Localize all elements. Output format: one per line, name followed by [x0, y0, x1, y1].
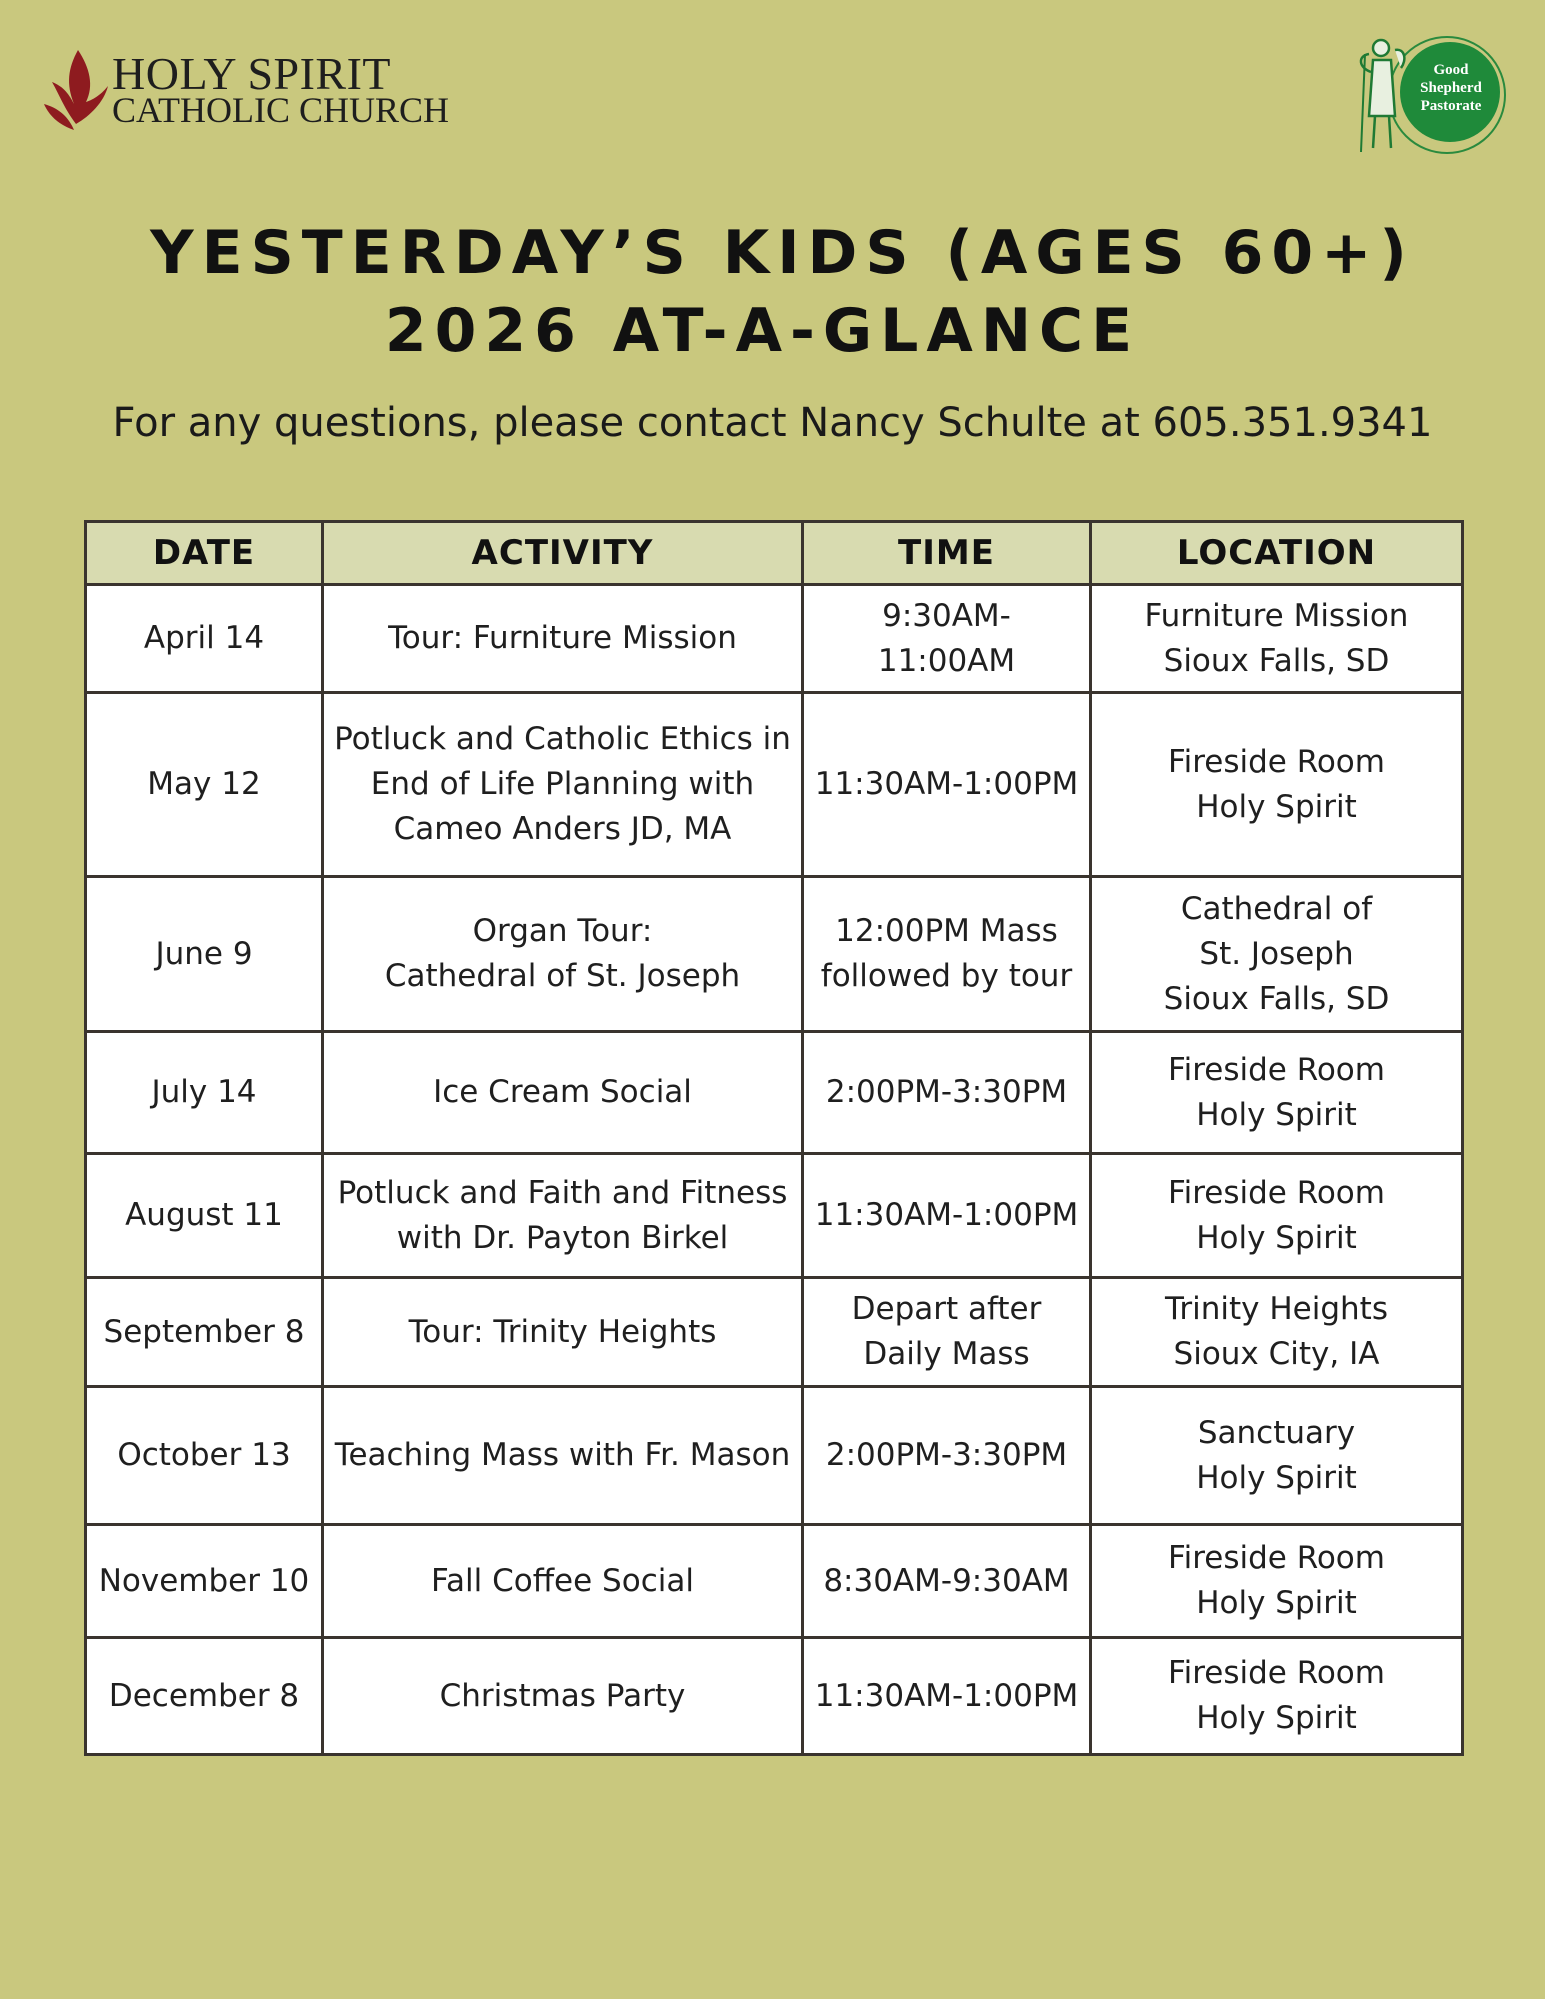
table-row: [86, 693, 1463, 877]
header-date: DATE: [86, 522, 323, 585]
contact-info: For any questions, please contact Nancy Schulte at 605.351.9341: [112, 400, 1433, 446]
table-row: [86, 1154, 1463, 1278]
time-cell: 12:00PM Mass followed by tour: [803, 877, 1091, 1032]
date-cell: May 12: [86, 693, 323, 877]
header-activity: ACTIVITY: [323, 522, 803, 585]
location-cell: Fireside Room Holy Spirit: [1091, 1638, 1463, 1755]
table-row: [86, 1387, 1463, 1525]
date-cell: August 11: [86, 1154, 323, 1278]
table-row: [86, 1525, 1463, 1638]
location-cell: Fireside Room Holy Spirit: [1091, 1154, 1463, 1278]
time-cell: 11:30AM-1:00PM: [803, 693, 1091, 877]
page-title: YESTERDAY’S KIDS (AGES 60+): [150, 218, 1415, 288]
schedule-table: [84, 520, 1464, 1756]
time-cell: Depart after Daily Mass: [803, 1278, 1091, 1387]
activity-cell: Christmas Party: [323, 1638, 803, 1755]
time-cell: 2:00PM-3:30PM: [803, 1387, 1091, 1525]
holy-spirit-logo: [38, 46, 498, 136]
church-name: HOLY SPIRIT: [112, 48, 392, 99]
time-cell: 11:30AM-1:00PM: [803, 1638, 1091, 1755]
date-cell: November 10: [86, 1525, 323, 1638]
table-row: [86, 585, 1463, 693]
time-cell: 9:30AM-11:00AM: [803, 585, 1091, 693]
location-cell: Fireside Room Holy Spirit: [1091, 1032, 1463, 1154]
flame-icon: [38, 46, 110, 132]
shepherd-icon: [1361, 40, 1404, 152]
table-header-row: [86, 522, 1463, 585]
date-cell: July 14: [86, 1032, 323, 1154]
church-subtitle: CATHOLIC CHURCH: [112, 90, 450, 130]
time-cell: 2:00PM-3:30PM: [803, 1032, 1091, 1154]
table-row: [86, 1278, 1463, 1387]
date-cell: September 8: [86, 1278, 323, 1387]
location-cell: Fireside Room Holy Spirit: [1091, 693, 1463, 877]
activity-cell: Organ Tour: Cathedral of St. Joseph: [323, 877, 803, 1032]
time-cell: 8:30AM-9:30AM: [803, 1525, 1091, 1638]
activity-cell: Potluck and Catholic Ethics in End of Life Planning with Cameo Anders JD, MA: [323, 693, 803, 877]
date-cell: April 14: [86, 585, 323, 693]
activity-cell: Fall Coffee Social: [323, 1525, 803, 1638]
location-cell: Sanctuary Holy Spirit: [1091, 1387, 1463, 1525]
activity-cell: Teaching Mass with Fr. Mason: [323, 1387, 803, 1525]
date-cell: October 13: [86, 1387, 323, 1525]
location-cell: Cathedral of St. Joseph Sioux Falls, SD: [1091, 877, 1463, 1032]
table-row: [86, 877, 1463, 1032]
date-cell: December 8: [86, 1638, 323, 1755]
location-cell: Fireside Room Holy Spirit: [1091, 1525, 1463, 1638]
activity-cell: Potluck and Faith and Fitness with Dr. Payton Birkel: [323, 1154, 803, 1278]
date-cell: June 9: [86, 877, 323, 1032]
table-row: [86, 1638, 1463, 1755]
time-cell: 11:30AM-1:00PM: [803, 1154, 1091, 1278]
header-time: TIME: [803, 522, 1091, 585]
seal-label: Good Shepherd Pastorate: [1420, 62, 1482, 114]
activity-cell: Ice Cream Social: [323, 1032, 803, 1154]
table-row: [86, 1032, 1463, 1154]
activity-cell: Tour: Trinity Heights: [323, 1278, 803, 1387]
activity-cell: Tour: Furniture Mission: [323, 585, 803, 693]
location-cell: Furniture Mission Sioux Falls, SD: [1091, 585, 1463, 693]
pastorate-seal: [1355, 20, 1510, 175]
header-location: LOCATION: [1091, 522, 1463, 585]
page-subtitle: 2026 AT-A-GLANCE: [384, 296, 1141, 366]
location-cell: Trinity Heights Sioux City, IA: [1091, 1278, 1463, 1387]
